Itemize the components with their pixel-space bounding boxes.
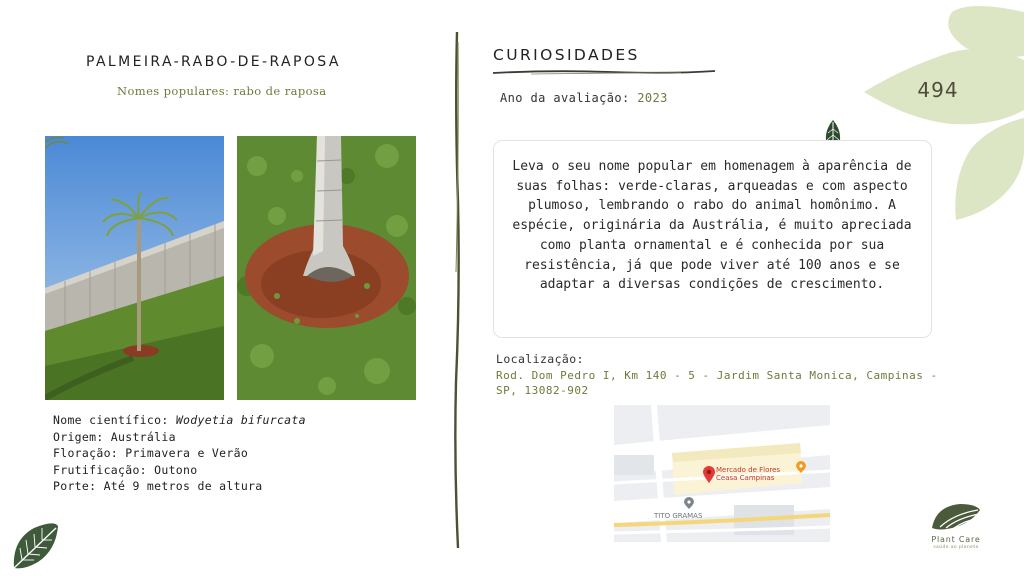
title-underline [491,68,717,76]
location-address: Rod. Dom Pedro I, Km 140 - 5 - Jardim Santa Monica, Campinas - SP, 13082-902 [496,369,938,397]
map-secondary-label: TITO GRAMAS [654,512,703,520]
evaluation-year-value: 2023 [637,91,668,105]
palm-trunk-photo [237,136,416,400]
badge-number: 494 [917,78,959,102]
evaluation-year-label: Ano da avaliação: [500,91,630,105]
flowering-row: Floração: Primavera e Verão [53,446,249,461]
scientific-name-value: Wodyetia bifurcata [175,413,306,427]
plant-facts [53,412,306,495]
decorative-leaves [860,0,1024,222]
section-divider [451,32,463,548]
scientific-name-row [53,412,306,429]
food-pin-icon [796,461,806,474]
map-pin-icon[interactable] [703,466,715,484]
map-place-line1: Mercado de Flores [716,466,781,474]
size-row: Porte: Até 9 metros de altura [53,479,263,494]
curiosity-text: Leva o seu nome popular em homenagem à aparência de suas folhas: verde-claras, arqueadas e com aspecto plumoso, lembrando o rabo do animal homônimo. A espécie, originária da Austrália, é muito apreciada como planta ornamental e é conhecida por sua resistência, já que pode viver até 100 anos e se adaptar a diversas condições de crescimento. [512,159,912,293]
brand-name: Plant Care [931,535,981,544]
origin-row: Origem: Austrália [53,429,176,444]
species-title: PALMEIRA-RABO-DE-RAPOSA [86,54,341,70]
evaluation-year [500,91,668,105]
popular-names: Nomes populares: rabo de raposa [117,84,327,98]
curiosities-title: CURIOSIDADES [493,46,640,64]
place-pin-icon [684,497,694,510]
map-place-label [716,466,780,482]
location-label: Localização: [496,352,584,366]
scientific-name-label: Nome científico: [53,413,169,427]
palm-photo-full [45,136,224,400]
leaf-icon [10,520,60,572]
map-place-line2: Ceasa Campinas [716,474,775,482]
brand-logo-icon [930,500,982,534]
brand-tagline: saúde ao planeta [933,545,979,550]
fruiting-row: Frutificação: Outono [53,462,198,477]
